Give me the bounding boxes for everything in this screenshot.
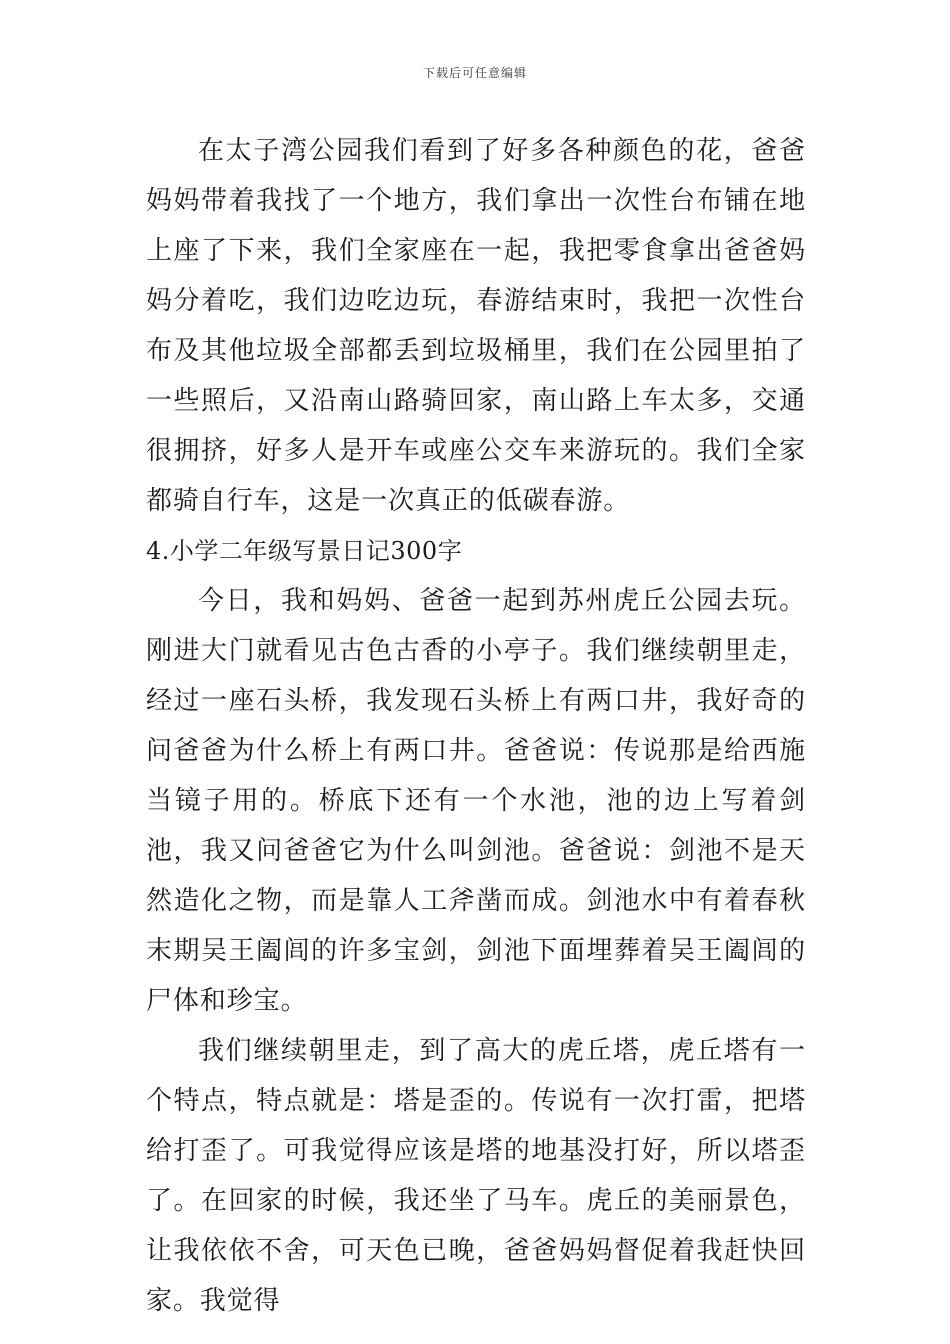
section-heading: 4.小学二年级写景日记300字 bbox=[146, 537, 463, 565]
page-header-note: 下载后可任意编辑 bbox=[422, 66, 527, 80]
paragraph-spring-outing: 在太子湾公园我们看到了好多各种颜色的花，爸爸妈妈带着我找了一个地方，我们拿出一次性台布铺在地上座了下来，我们全家座在一起，我把零食拿出爸爸妈妈分着吃，我们边吃边玩，春游结束时，我把一次性台布及其他垃圾全部都丢到垃圾桶里，我们在公园里拍了一些照后，又沿南山路骑回家，南山路上车太多，交通很拥挤，好多人是开车或座公交车来游玩的。我们全家都骑自行车，这是一次真正的低碳春游。 bbox=[146, 136, 806, 516]
paragraph-tiger-hill-visit: 今日，我和妈妈、爸爸一起到苏州虎丘公园去玩。刚进大门就看见古色古香的小亭子。我们继续朝里走，经过一座石头桥，我发现石头桥上有两口井，我好奇的问爸爸为什么桥上有两口井。爸爸说：传说那是给西施当镜子用的。桥底下还有一个水池，池的边上写着剑池，我又问爸爸它为什么叫剑池。爸爸说：剑池不是天然造化之物，而是靠人工斧凿而成。剑池水中有着春秋末期吴王阖闾的许多宝剑，剑池下面埋葬着吴王阖闾的尸体和珍宝。 bbox=[146, 586, 806, 1016]
paragraph-tiger-hill-pagoda: 我们继续朝里走，到了高大的虎丘塔，虎丘塔有一个特点，特点就是：塔是歪的。传说有一次打雷，把塔给打歪了。可我觉得应该是塔的地基没打好，所以塔歪了。在回家的时候，我还坐了马车。虎丘的美丽景色，让我依依不舍，可天色已晚，爸爸妈妈督促着我赶快回家。我觉得 bbox=[146, 1036, 806, 1316]
document-body bbox=[146, 126, 806, 1326]
